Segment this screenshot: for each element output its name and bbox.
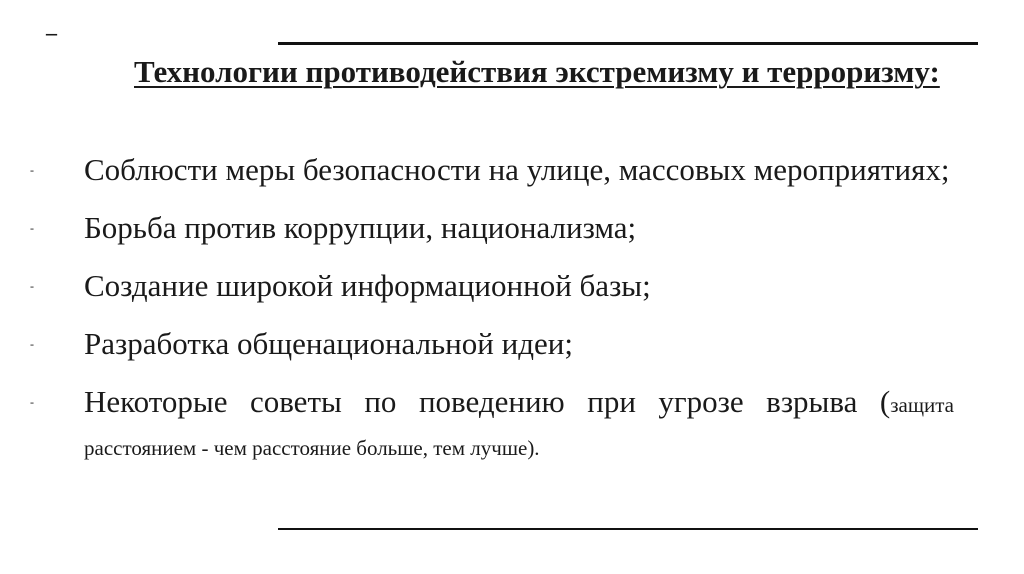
bullet-dash-icon: -	[30, 395, 34, 409]
list-item	[30, 324, 954, 364]
bullet-dash-icon: -	[30, 337, 34, 351]
list-item-text: Борьба против коррупции, национализма;	[84, 210, 637, 245]
bullet-dash-icon: -	[30, 163, 34, 177]
bullet-dash-icon: -	[30, 279, 34, 293]
list-item-text	[84, 382, 954, 468]
list-item	[30, 266, 954, 306]
bullet-list	[30, 150, 954, 486]
title-text: Технологии противодействия экстремизму и терроризму:	[134, 54, 940, 89]
slide-title	[46, 50, 956, 94]
list-item	[30, 208, 954, 248]
bottom-divider	[278, 528, 978, 530]
list-item-main-text: Некоторые советы по поведению при угрозе взрыва (	[84, 384, 891, 419]
list-item-text: Соблюсти меры безопасности на улице, массовых мероприятиях;	[84, 152, 950, 187]
list-item	[30, 382, 954, 468]
list-item-text: Разработка общенациональной идеи;	[84, 326, 573, 361]
top-divider	[278, 42, 978, 45]
top-dash: –	[46, 20, 57, 45]
list-item-note: защита расстоянием - чем расстояние больше, тем лучше).	[84, 393, 954, 460]
list-item-text: Создание широкой информационной базы;	[84, 268, 651, 303]
bullet-dash-icon: -	[30, 221, 34, 235]
list-item	[30, 150, 954, 190]
